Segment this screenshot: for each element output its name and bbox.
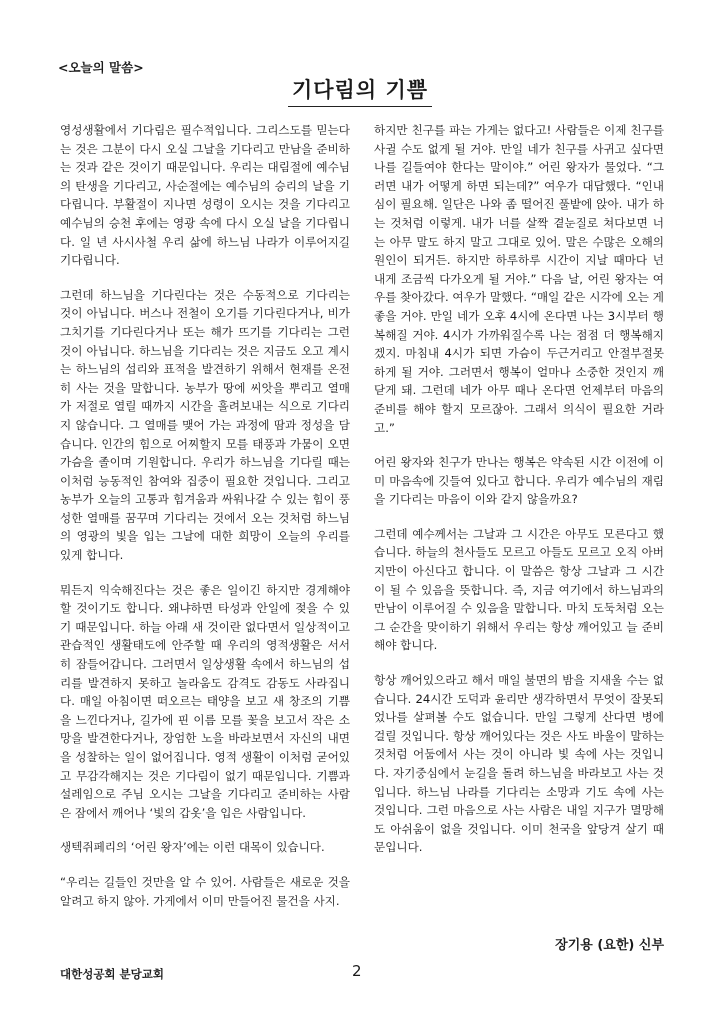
footer-church-name: 대한성공회 분당교회 — [60, 967, 164, 981]
page-title: 기다림의 기쁨 — [288, 74, 432, 107]
paragraph: 뭐든지 익숙해진다는 것은 좋은 일이긴 하지만 경계해야 할 것이기도 합니다. 왜냐하면 타성과 안일에 젖을 수 있기 때문입니다. 하늘 아래 새 것이란 없다면서 일상적이고 관습적인 생활태도에 안주할 때 우리의 영적생활은 서서히 잠들어갑니다. 그러면서 일상생활 속에서 하느님의 섭리를 발견하지 못하고 놀라움도 감격도 감동도 사라집니다. 매일 아침이면 떠오르는 태양을 보고 새 창조의 기쁨을 느낀다거나, 길가에 핀 이름 모를 꽃을 보고서 작은 소망을 발견한다거나, 장엄한 노을 바라보면서 자신의 내면을 성찰하는 일이 없어집니다. 영적 생활이 이처럼 굳어있고 무감각해지는 것은 기다림이 없기 때문입니다. 기쁨과 설레임으로 주님 오시는 그날을 기다리고 준비하는 사람은 잠에서 깨어나 ‘빛의 갑옷’을 입은 사람입니다. — [60, 582, 350, 820]
paragraph: 그런데 예수께서는 그날과 그 시간은 아무도 모른다고 했습니다. 하늘의 천사들도 모르고 아들도 모르고 오직 아버지만이 아신다고 합니다. 이 말씀은 항상 그날과 그 시간이 될 수 있음을 뜻합니다. 즉, 지금 여기에서 하느님과의 만남이 이루어질 수 있음을 말합니다. 마치 도둑처럼 오는 그 순간을 맞이하기 위해서 우리는 항상 깨어있고 늘 준비해야 합니다. — [374, 526, 664, 653]
paragraph: 그런데 하느님을 기다린다는 것은 수동적으로 기다리는 것이 아닙니다. 버스나 전철이 오기를 기다린다거나, 비가 그치기를 기다린다거나 또는 해가 뜨기를 기다리는 그런 것이 아닙니다. 하느님을 기다리는 것은 지금도 오고 계시는 하느님의 섭리와 표적을 발견하기 위해서 현재를 온전히 사는 것을 말합니다. 농부가 땅에 씨앗을 뿌리고 열매가 저절로 열릴 때까지 시간을 흘려보내는 식으로 기다리지 않습니다. 그 열매를 맺어 가는 과정에 땀과 정성을 담습니다. 인간의 힘으로 어찌할지 모를 태풍과 가뭄이 오면 가슴을 졸이며 기원합니다. 우리가 하느님을 기다릴 때는 이처럼 능동적인 참여와 집중이 필요한 것입니다. 그리고 농부가 오늘의 고통과 힘겨움과 싸워나갈 수 있는 힘이 풍성한 열매를 꿈꾸며 기다리는 것에서 오는 것처럼 하느님의 영광의 빛을 입는 그날에 대한 희망이 오늘의 우리를 있게 합니다. — [60, 287, 350, 563]
paragraph: 어린 왕자와 친구가 만나는 행복은 약속된 시간 이전에 이미 마음속에 깃들여 있다고 합니다. 우리가 예수님의 재림을 기다리는 마음이 이와 같지 않을까요? — [374, 455, 664, 507]
title-container — [0, 74, 720, 107]
paragraph: “우리는 길들인 것만을 알 수 있어. 사람들은 새로운 것을 알려고 하지 않아. 가게에서 이미 만들어진 물건을 사지. — [60, 874, 350, 908]
paragraph: 생텍쥐페리의 ‘어린 왕자’에는 이런 대목이 있습니다. — [60, 840, 325, 855]
right-column — [374, 121, 664, 873]
paragraph: 항상 깨어있으라고 해서 매일 불면의 밤을 지새울 수는 없습니다. 24시간 도덕과 윤리만 생각하면서 무엇이 잘못되었나를 살펴볼 수도 없습니다. 만일 그렇게 산다면 병에 걸릴 것입니다. 항상 깨어있다는 것은 사도 바울이 말하는 것처럼 어둠에서 사는 것이 아니라 빛 속에 사는 것입니다. 자기중심에서 눈길을 돌려 하느님을 바라보고 사는 것입니다. 하느님 나라를 기다리는 소망과 기도 속에 사는 것입니다. 그런 마음으로 사는 사람은 내일 지구가 멸망해도 아쉬움이 없을 것입니다. 이미 천국을 앞당겨 살기 때문입니다. — [374, 673, 664, 855]
author-signature: 장기용 (요한) 신부 — [555, 938, 664, 953]
left-column — [60, 121, 350, 926]
paragraph: 영성생활에서 기다림은 필수적입니다. 그리스도를 믿는다는 것은 그분이 다시 오실 그날을 기다리고 만남을 준비하는 것과 같은 것이기 때문입니다. 우리는 대림절에 예수님의 탄생을 기다리고, 사순절에는 예수님의 승리의 날을 기다립니다. 부활절이 지나면 성령이 오시는 것을 기다리고 예수님의 승천 후에는 영광 속에 다시 오실 날을 기다립니다. 일 년 사시사철 우리 삶에 하느님 나라가 이루어지길 기다립니다. — [60, 123, 350, 268]
paragraph: 하지만 친구를 파는 가게는 없다고! 사람들은 이제 친구를 사귈 수도 없게 될 거야. 만일 네가 친구를 사귀고 싶다면 나를 길들여야 한다는 말이야.” 어린 왕자가 물었다. “그러면 내가 어떻게 하면 되는데?” 여우가 대답했다. “인내심이 필요해. 일단은 나와 좀 떨어진 풀밭에 앉아. 내가 하는 것처럼 이렇게. 내가 너를 살짝 곁눈질로 쳐다보면 너는 아무 말도 하지 말고 그대로 있어. 말은 수많은 오해의 원인이 되거든. 하지만 하루하루 시간이 지날 때마다 넌 내게 조금씩 다가오게 될 거야.” 다음 날, 어린 왕자는 여우를 찾아갔다. 여우가 말했다. “매일 같은 시각에 오는 게 좋을 거야. 만일 네가 오후 4시에 온다면 나는 3시부터 행복해질 거야. 4시가 가까워질수록 나는 점점 더 행복해지겠지. 마침내 4시가 되면 가슴이 두근거리고 안절부절못하게 될 거야. 그러면서 행복이 얼마나 소중한 것인지 깨닫게 돼. 그런데 네가 아무 때나 온다면 언제부터 마음의 준비를 해야 할지 모르잖아. 그래서 의식이 필요한 거라고.” — [374, 123, 664, 435]
page-number: 2 — [352, 962, 362, 980]
section-label: <오늘의 말씀> — [58, 60, 144, 75]
